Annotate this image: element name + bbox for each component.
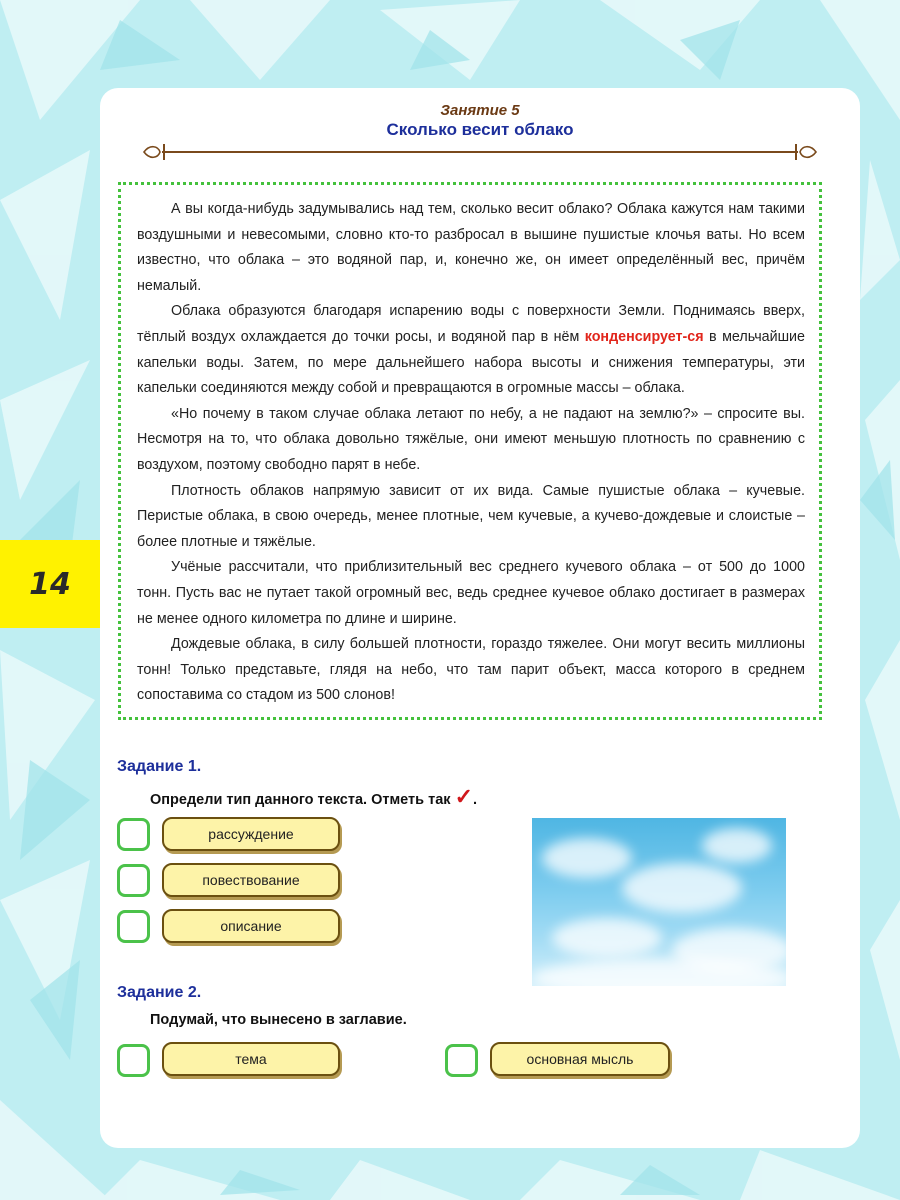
answer-option-1[interactable]: рассуждение xyxy=(162,817,340,851)
task2-question: Подумай, что вынесено в заглавие. xyxy=(150,1012,407,1028)
paragraph xyxy=(137,299,805,401)
task1-heading: Задание 1. xyxy=(117,758,202,775)
task1-question-end: . xyxy=(473,792,478,808)
checkbox-main-idea[interactable] xyxy=(445,1044,478,1077)
paragraph: «Но почему в таком случае облака летают по небу, а не падают на землю?» – спросите вы. Несмотря на то, что облака довольно тяжёлые, они имеют меньшую плотность по сравнению с воздухом, поэтому свободно парят в небе. xyxy=(137,405,805,473)
answer-option-3[interactable]: описание xyxy=(162,909,340,943)
page-number: 14 xyxy=(29,566,71,602)
answer-option-2[interactable]: повествование xyxy=(162,863,340,897)
checkmark-icon: ✓ xyxy=(454,784,473,809)
paragraph: А вы когда-нибудь задумывались над тем, сколько весит облако? Облака кажутся нам такими воздушными и невесомыми, словно кто-то разбросал в вышине пушистые клочья ваты. Но всем известно, что облака – это водяной пар, и, конечно же, он имеет определённый вес, причём немалый. xyxy=(137,201,805,294)
answer-option-main-idea[interactable]: основная мысль xyxy=(490,1042,670,1076)
paragraph-text: Облака образуются благодаря испарению воды с поверхности Земли. Поднимаясь вверх, тёплый воздух охлаждается до точки росы, и водяной пар в нём xyxy=(137,303,805,345)
lesson-label: Занятие 5 xyxy=(440,102,520,119)
task2-heading: Задание 2. xyxy=(117,984,202,1001)
answer-option-topic[interactable]: тема xyxy=(162,1042,340,1076)
checkbox-option-3[interactable] xyxy=(117,910,150,943)
lesson-title: Сколько весит облако xyxy=(386,120,574,139)
paragraph-text: в мельчайшие капельки воды. Затем, по мере дальнейшего набора высоты и снижения температуры, эти капельки соединяются между собой и превращаются в огромные массы – облака. xyxy=(137,328,805,397)
checkbox-topic[interactable] xyxy=(117,1044,150,1077)
highlighted-term: конденсирует-ся xyxy=(584,328,704,345)
reading-text-box xyxy=(118,182,822,720)
checkbox-option-1[interactable] xyxy=(117,818,150,851)
ornament-divider xyxy=(140,140,820,164)
page-number-tab xyxy=(0,540,100,628)
paragraph: Учёные рассчитали, что приблизительный вес среднего кучевого облака – от 500 до 1000 тонн. Пусть вас не путает такой огромный вес, ведь среднее кучевое облако достигает в размерах не менее одного километра по длине и ширине. xyxy=(137,559,805,627)
task1-question-text: Определи тип данного текста. Отметь так xyxy=(150,792,451,808)
checkbox-option-2[interactable] xyxy=(117,864,150,897)
task1-question xyxy=(150,784,477,810)
sky-clouds-photo xyxy=(532,818,786,986)
paragraph: Дождевые облака, в силу большей плотности, гораздо тяжелее. Они могут весить миллионы тонн! Только представьте, глядя на небо, что там парит объект, масса которого в среднем сопоставима со стадом из 500 слонов! xyxy=(137,636,805,704)
paragraph: Плотность облаков напрямую зависит от их вида. Самые пушистые облака – кучевые. Перистые облака, в свою очередь, менее плотные, чем кучевые, а кучево-дождевые и слоистые – более плотные и тяжёлые. xyxy=(137,482,805,550)
